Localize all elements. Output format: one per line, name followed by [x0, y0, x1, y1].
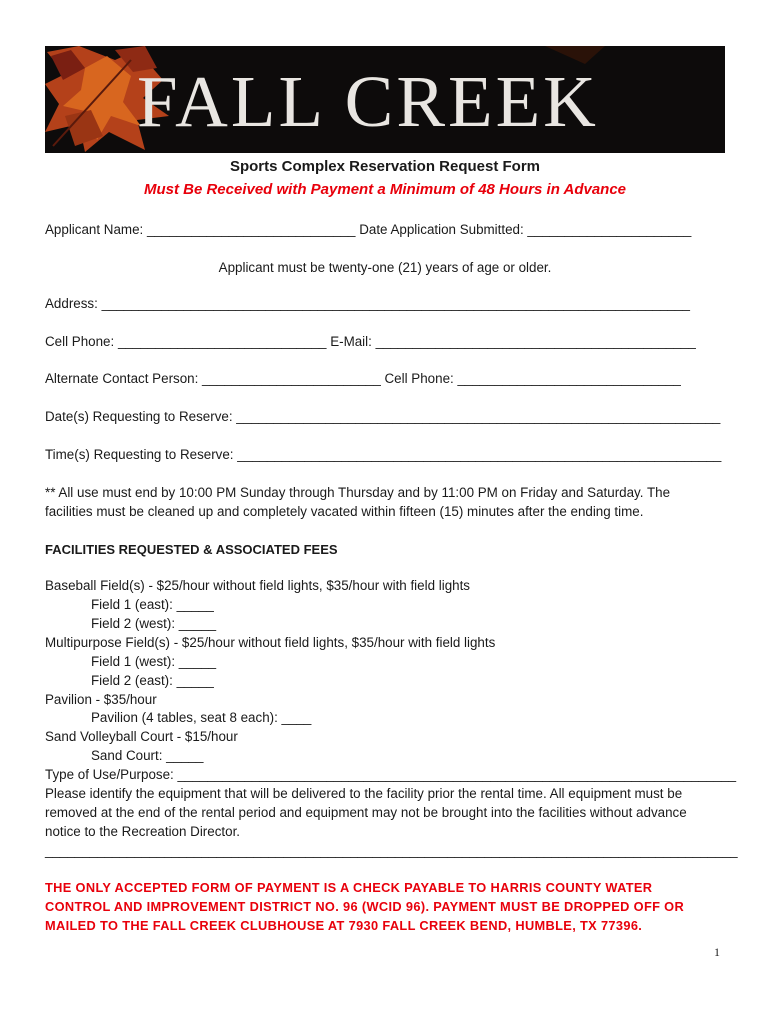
equipment-blank-field[interactable]: _____________________________________________________________________________________________	[45, 843, 738, 858]
pavilion-label: Pavilion - $35/hour	[45, 692, 157, 707]
times-requesting-field[interactable]: Time(s) Requesting to Reserve: _________________________________________________________________	[45, 447, 722, 462]
page-number: 1	[714, 945, 720, 959]
logo-text: FALL CREEK	[137, 61, 599, 142]
payment-notice-line-3: MAILED TO THE FALL CREEK CLUBHOUSE AT 7930 FALL CREEK BEND, HUMBLE, TX 77396.	[45, 918, 643, 933]
baseball-fields-label: Baseball Field(s) - $25/hour without field lights, $35/hour with field lights	[45, 578, 471, 593]
baseball-field-2-field[interactable]: Field 2 (west): _____	[91, 616, 217, 631]
dates-requesting-field[interactable]: Date(s) Requesting to Reserve: _________________________________________________________________	[45, 409, 721, 424]
form-title: Sports Complex Reservation Request Form	[229, 158, 541, 175]
alternate-contact-field[interactable]: Alternate Contact Person: ________________________ Cell Phone: ______________________________	[45, 371, 681, 386]
equipment-note-line-2: removed at the end of the rental period and equipment may not be brought into the facilities without advance	[45, 805, 687, 820]
sand-court-field[interactable]: Sand Court: _____	[91, 748, 204, 763]
equipment-note-line-3: notice to the Recreation Director.	[45, 824, 241, 839]
multipurpose-fields-label: Multipurpose Field(s) - $25/hour without field lights, $35/hour with field lights	[45, 635, 496, 650]
form-subtitle: Must Be Received with Payment a Minimum of 48 Hours in Advance	[143, 181, 627, 198]
address-field[interactable]: Address: _______________________________________________________________________________	[45, 296, 690, 311]
cell-phone-email-field[interactable]: Cell Phone: ____________________________ E-Mail: ___________________________________________	[45, 334, 696, 349]
payment-notice-line-1: THE ONLY ACCEPTED FORM OF PAYMENT IS A CHECK PAYABLE TO HARRIS COUNTY WATER	[45, 880, 653, 895]
age-requirement-note: Applicant must be twenty-one (21) years of age or older.	[218, 260, 552, 275]
usage-note-line-2: facilities must be cleaned up and completely vacated within fifteen (15) minutes after the ending time.	[45, 504, 644, 519]
facilities-heading: FACILITIES REQUESTED & ASSOCIATED FEES	[45, 542, 338, 557]
sand-volleyball-label: Sand Volleyball Court - $15/hour	[45, 729, 238, 744]
usage-note-line-1: ** All use must end by 10:00 PM Sunday through Thursday and by 11:00 PM on Friday and Saturday. The	[45, 485, 671, 500]
payment-notice-line-2: CONTROL AND IMPROVEMENT DISTRICT NO. 96 (WCID 96). PAYMENT MUST BE DROPPED OFF OR	[45, 899, 685, 914]
header-banner	[45, 46, 725, 153]
applicant-name-field[interactable]: Applicant Name: ____________________________ Date Application Submitted: ______________________	[45, 222, 692, 237]
equipment-note-line-1: Please identify the equipment that will be delivered to the facility prior the rental time. All equipment must be	[45, 786, 683, 801]
pavilion-tables-field[interactable]: Pavilion (4 tables, seat 8 each): ____	[91, 710, 312, 725]
baseball-field-1-field[interactable]: Field 1 (east): _____	[91, 597, 214, 612]
type-of-use-field[interactable]: Type of Use/Purpose: ___________________________________________________________________________	[45, 767, 737, 782]
multipurpose-field-1-field[interactable]: Field 1 (west): _____	[91, 654, 217, 669]
multipurpose-field-2-field[interactable]: Field 2 (east): _____	[91, 673, 214, 688]
